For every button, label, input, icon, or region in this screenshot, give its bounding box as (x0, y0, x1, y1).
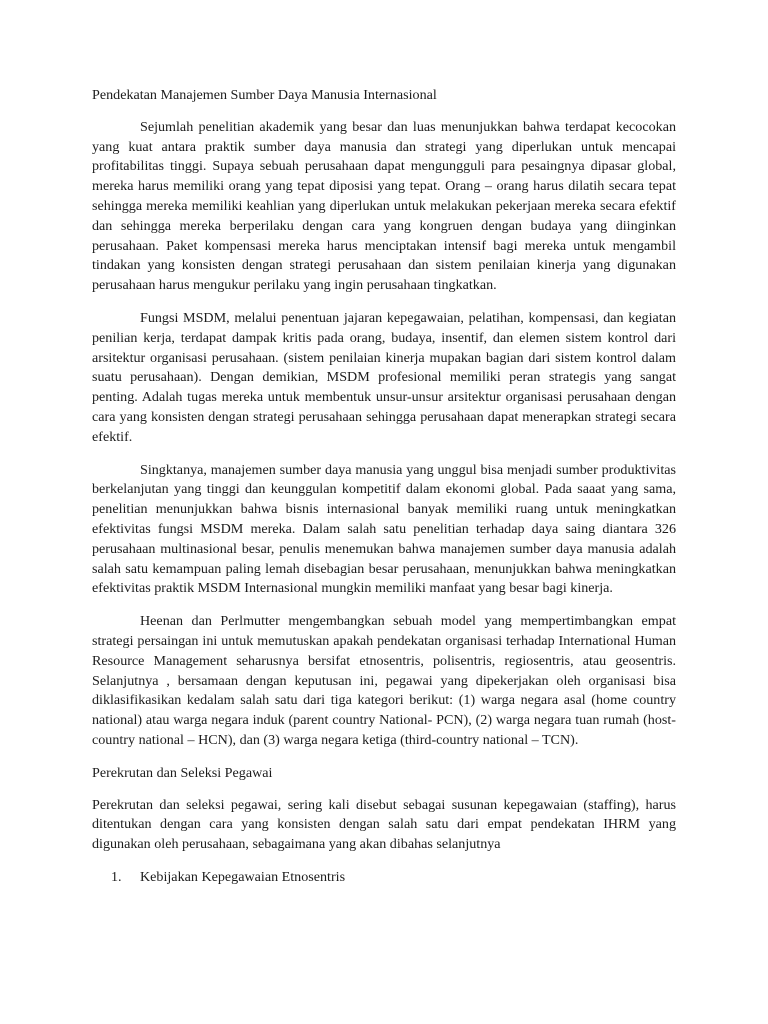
list-item (111, 868, 676, 888)
paragraph-1: Sejumlah penelitian akademik yang besar dan luas menunjukkan bahwa terdapat kecocokan yang kuat antara praktik sumber daya manusia dan strategi yang diperlukan untuk mencapai profitabilitas tinggi. Supaya sebuah perusahaan dapat mengungguli para pesaingnya dipasar global, mereka harus memiliki orang yang tepat diposisi yang tepat. Orang – orang harus dilatih secara tepat sehingga mereka memiliki keahlian yang diperlukan untuk melakukan pekerjaan mereka secara efektif dan sehingga mereka berperilaku dengan cara yang kongruen dengan budaya yang diinginkan perusahaan. Paket kompensasi mereka harus menciptakan intensif bagi mereka untuk mengambil tindakan yang konsisten dengan strategi perusahaan dan sistem penilaian kinerja yang digunakan perusahaan harus mengukur perilaku yang ingin perusahaan tingkatkan. (92, 118, 676, 294)
paragraph-4: Heenan dan Perlmutter mengembangkan sebuah model yang mempertimbangkan empat strategi persaingan ini untuk memutuskan apakah pendekatan organisasi terhadap International Human Resource Management seharusnya bersifat etnosentris, polisentris, regiosentris, atau geosentris. Selanjutnya , bersamaan dengan keputusan ini, pegawai yang dipekerjakan oleh organisasi bisa diklasifikasikan kedalam salah satu dari tiga kategori berikut: (1) warga negara asal (home country national) atau warga negara induk (parent country National- PCN), (2) warga negara tuan rumah (host-country national – HCN), dan (3) warga negara ketiga (third-country national – TCN). (92, 613, 676, 748)
section-paragraph: Perekrutan dan seleksi pegawai, sering kali disebut sebagai susunan kepegawaian (staffing), harus ditentukan dengan cara yang konsisten dengan salah satu dari empat pendekatan IHRM yang digunakan oleh perusahaan, sebagaimana yang akan dibahas selanjutnya (92, 796, 676, 853)
document-body (92, 86, 676, 888)
paragraph-3: Singktanya, manajemen sumber daya manusia yang unggul bisa menjadi sumber produktivitas berkelanjutan yang tinggi dan keunggulan kompetitif dalam ekonomi global. Pada saaat yang sama, penelitian menunjukkan bahwa bisnis internasional banyak memiliki ruang untuk meningkatkan efektivitas fungsi MSDM mereka. Dalam salah satu penelitian terhadap daya saing diantara 326 perusahaan multinasional besar, penulis menemukan bahwa manajemen sumber daya manusia adalah salah satu kemampuan paling lemah disebagian besar perusahaan, menunjukkan bahwa meningkatkan efektivitas praktik MSDM Internasional mungkin memiliki manfaat yang besar bagi kinerja. (92, 461, 676, 597)
section-heading: Perekrutan dan Seleksi Pegawai (92, 764, 273, 781)
list-item-number: 1. (111, 868, 122, 885)
document-title: Pendekatan Manajemen Sumber Daya Manusia Internasional (92, 87, 437, 103)
paragraph-2: Fungsi MSDM, melalui penentuan jajaran kepegawaian, pelatihan, kompensasi, dan kegiatan penilian kerja, terdapat dampak kritis pada orang, budaya, insentif, dan elemen sistem kontrol dari arsitektur organisasi perusahaan. (sistem penilaian kinerja mupakan bagian dari sistem kontrol dalam suatu perusahaan). Dengan demikian, MSDM profesional memiliki peran strategis yang sangat penting. Adalah tugas mereka untuk membentuk unsur-unsur arsitektur organisasi perusahaan dengan cara yang konsisten dengan strategi perusahaan sehingga perusahaan dapat menerapkan strategi secara efektif. (92, 309, 676, 445)
numbered-list (92, 868, 676, 888)
list-item-text: Kebijakan Kepegawaian Etnosentris (140, 868, 346, 885)
